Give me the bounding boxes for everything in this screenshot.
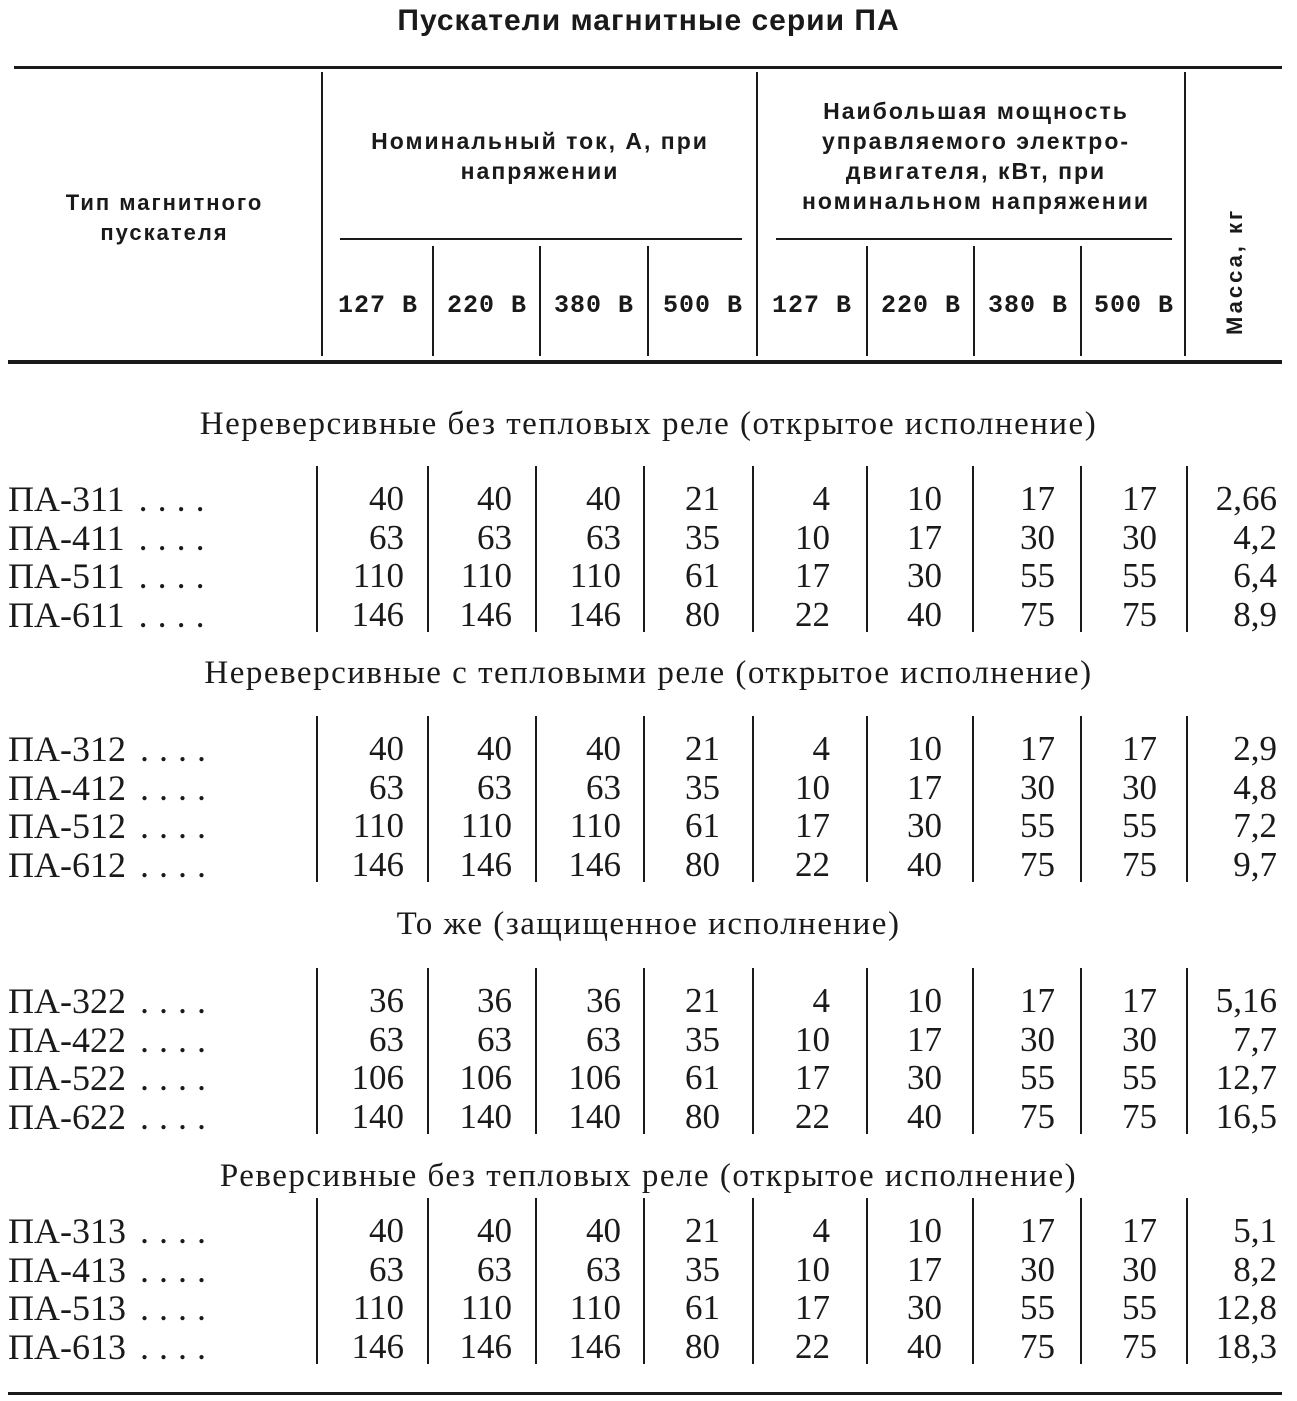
value-cell: 110	[569, 806, 621, 845]
type-label: ПА-512	[8, 806, 126, 846]
value-cell: 40	[369, 479, 404, 518]
value-cell: 75	[1122, 594, 1157, 634]
value-cell: 17	[795, 1288, 830, 1327]
row-type	[8, 1251, 216, 1289]
leader-dots: ....	[138, 517, 215, 558]
row-type	[8, 1212, 216, 1250]
value-cell: 63	[369, 517, 404, 557]
value-cell: 55	[1122, 1288, 1157, 1327]
row-type	[8, 1289, 216, 1327]
value-cell: 17	[1122, 981, 1157, 1020]
row-type	[8, 730, 216, 768]
mass-cell: 9,7	[1233, 844, 1277, 884]
value-cell: 40	[477, 479, 512, 518]
value-cell: 30	[1020, 517, 1055, 557]
mass-cell: 7,2	[1233, 806, 1277, 845]
value-cell: 10	[907, 479, 942, 518]
header-voltage: 220 В	[880, 291, 961, 320]
row-type	[8, 1098, 216, 1136]
value-cell: 4	[812, 1211, 830, 1250]
leader-dots: ....	[138, 479, 215, 519]
mass-cell: 18,3	[1215, 1326, 1277, 1366]
value-cell: 40	[907, 1326, 942, 1366]
header-type-column: Тип магнитного пускателя	[65, 190, 264, 245]
leader-dots: ....	[139, 1096, 216, 1137]
value-cell: 63	[477, 1249, 512, 1289]
row-type	[8, 846, 216, 884]
type-label: ПА-613	[8, 1326, 126, 1367]
mass-cell: 8,9	[1233, 594, 1277, 634]
value-cell: 17	[795, 1058, 830, 1097]
header-divider	[1080, 246, 1082, 356]
value-cell: 40	[369, 729, 404, 768]
leader-dots: ....	[139, 1019, 216, 1060]
leader-dots: ....	[139, 767, 216, 808]
current-group-rule	[340, 238, 742, 240]
header-voltage: 500 В	[662, 291, 743, 320]
value-cell: 146	[351, 844, 404, 884]
value-cell: 75	[1020, 844, 1055, 884]
value-cell: 63	[477, 1019, 512, 1059]
value-cell: 30	[907, 1058, 942, 1097]
value-cell: 55	[1020, 1288, 1055, 1327]
mass-cell: 2,66	[1215, 479, 1277, 518]
value-cell: 63	[477, 767, 512, 807]
value-cell: 30	[1020, 767, 1055, 807]
value-cell: 110	[569, 1288, 621, 1327]
value-cell: 17	[1122, 729, 1157, 768]
header-voltage: 220 В	[446, 291, 527, 320]
value-cell: 110	[352, 556, 404, 595]
value-cell: 30	[1122, 767, 1157, 807]
type-label: ПА-312	[8, 729, 126, 769]
value-cell: 40	[586, 729, 621, 768]
value-cell: 10	[795, 767, 830, 807]
value-cell: 10	[795, 1019, 830, 1059]
value-cell: 30	[1122, 1019, 1157, 1059]
mass-cell: 12,8	[1215, 1288, 1277, 1327]
value-cell: 10	[907, 1211, 942, 1250]
value-cell: 75	[1020, 1326, 1055, 1366]
page-title: Пускатели магнитные серии ПА	[397, 4, 900, 37]
header-mass: Масса, кг	[1222, 207, 1247, 335]
row-type	[8, 596, 215, 634]
value-cell: 35	[685, 1019, 720, 1059]
value-cell: 40	[907, 844, 942, 884]
leader-dots: ....	[138, 594, 215, 635]
leader-dots: ....	[139, 844, 216, 885]
header-current-group: Номинальный ток, А, при напряжении	[371, 128, 709, 184]
mass-cell: 4,2	[1233, 517, 1277, 557]
value-cell: 61	[685, 1058, 720, 1097]
value-cell: 80	[685, 1326, 720, 1366]
row-type	[8, 1328, 216, 1366]
value-cell: 75	[1122, 844, 1157, 884]
section-title: Реверсивные без тепловых реле (открытое исполнение)	[219, 1158, 1078, 1194]
row-type	[8, 557, 215, 595]
value-cell: 146	[568, 1326, 621, 1366]
value-cell: 17	[907, 1019, 942, 1059]
value-cell: 17	[907, 517, 942, 557]
value-cell: 63	[586, 767, 621, 807]
value-cell: 21	[685, 729, 720, 768]
section-title: Нереверсивные с тепловыми реле (открытое исполнение)	[204, 655, 1093, 691]
value-cell: 110	[352, 1288, 404, 1327]
value-cell: 22	[795, 594, 830, 634]
leader-dots: ....	[139, 1288, 216, 1328]
value-cell: 80	[685, 844, 720, 884]
value-cell: 30	[1020, 1249, 1055, 1289]
type-label: ПА-422	[8, 1019, 126, 1060]
value-cell: 80	[685, 594, 720, 634]
value-cell: 106	[459, 1058, 512, 1097]
value-cell: 63	[586, 1249, 621, 1289]
value-cell: 61	[685, 806, 720, 845]
bottom-rule	[8, 1392, 1282, 1395]
value-cell: 10	[795, 517, 830, 557]
row-type	[8, 982, 216, 1020]
top-rule	[14, 66, 1282, 69]
value-cell: 36	[477, 981, 512, 1020]
value-cell: 22	[795, 844, 830, 884]
value-cell: 55	[1020, 806, 1055, 845]
value-cell: 40	[907, 594, 942, 634]
mass-cell: 7,7	[1233, 1019, 1277, 1059]
value-cell: 146	[459, 1326, 512, 1366]
power-group-rule	[776, 238, 1172, 240]
header-voltage: 127 В	[337, 291, 418, 320]
value-cell: 21	[685, 981, 720, 1020]
value-cell: 40	[369, 1211, 404, 1250]
leader-dots: ....	[139, 1326, 216, 1367]
value-cell: 63	[586, 1019, 621, 1059]
value-cell: 63	[369, 767, 404, 807]
value-cell: 140	[568, 1096, 621, 1136]
section-title: То же (защищенное исполнение)	[396, 906, 901, 942]
value-cell: 63	[369, 1249, 404, 1289]
value-cell: 140	[351, 1096, 404, 1136]
value-cell: 35	[685, 517, 720, 557]
value-cell: 30	[907, 556, 942, 595]
row-type	[8, 807, 216, 845]
value-cell: 10	[795, 1249, 830, 1289]
value-cell: 146	[459, 594, 512, 634]
row-type	[8, 1021, 216, 1059]
value-cell: 22	[795, 1096, 830, 1136]
value-cell: 30	[1122, 517, 1157, 557]
type-label: ПА-313	[8, 1211, 126, 1251]
value-cell: 17	[1122, 1211, 1157, 1250]
header-divider	[647, 246, 649, 356]
type-label: ПА-622	[8, 1096, 126, 1137]
section-title: Нереверсивные без тепловых реле (открытое исполнение)	[199, 406, 1098, 442]
value-cell: 146	[459, 844, 512, 884]
mass-cell: 5,16	[1215, 981, 1277, 1020]
value-cell: 17	[795, 806, 830, 845]
row-type	[8, 1059, 216, 1097]
value-cell: 17	[907, 767, 942, 807]
leader-dots: ....	[139, 1211, 216, 1251]
row-type	[8, 519, 215, 557]
header-voltage: 380 В	[987, 291, 1068, 320]
mass-cell: 16,5	[1215, 1096, 1277, 1136]
value-cell: 21	[685, 1211, 720, 1250]
leader-dots: ....	[139, 1058, 216, 1098]
type-label: ПА-411	[8, 517, 125, 558]
value-cell: 17	[795, 556, 830, 595]
value-cell: 146	[351, 594, 404, 634]
value-cell: 55	[1020, 1058, 1055, 1097]
value-cell: 40	[477, 729, 512, 768]
value-cell: 75	[1122, 1096, 1157, 1136]
value-cell: 106	[351, 1058, 404, 1097]
value-cell: 110	[460, 1288, 512, 1327]
mass-cell: 5,1	[1233, 1211, 1277, 1250]
value-cell: 21	[685, 479, 720, 518]
value-cell: 55	[1122, 806, 1157, 845]
value-cell: 63	[586, 517, 621, 557]
value-cell: 146	[568, 844, 621, 884]
value-cell: 4	[812, 981, 830, 1020]
value-cell: 40	[586, 479, 621, 518]
value-cell: 10	[907, 981, 942, 1020]
value-cell: 35	[685, 767, 720, 807]
row-type	[8, 769, 216, 807]
value-cell: 110	[460, 556, 512, 595]
header-bottom-rule	[8, 360, 1282, 364]
value-cell: 30	[1122, 1249, 1157, 1289]
value-cell: 17	[1020, 1211, 1055, 1250]
value-cell: 61	[685, 556, 720, 595]
value-cell: 146	[351, 1326, 404, 1366]
value-cell: 40	[907, 1096, 942, 1136]
mass-cell: 8,2	[1233, 1249, 1277, 1289]
value-cell: 30	[907, 806, 942, 845]
value-cell: 146	[568, 594, 621, 634]
header-voltage: 380 В	[553, 291, 634, 320]
header-divider	[432, 246, 434, 356]
value-cell: 30	[907, 1288, 942, 1327]
value-cell: 110	[460, 806, 512, 845]
type-label: ПА-612	[8, 844, 126, 885]
value-cell: 4	[812, 729, 830, 768]
mass-cell: 4,8	[1233, 767, 1277, 807]
value-cell: 75	[1122, 1326, 1157, 1366]
value-cell: 63	[369, 1019, 404, 1059]
mass-cell: 2,9	[1233, 729, 1277, 768]
value-cell: 80	[685, 1096, 720, 1136]
value-cell: 17	[1020, 981, 1055, 1020]
type-label: ПА-522	[8, 1058, 126, 1098]
leader-dots: ....	[139, 729, 216, 769]
value-cell: 75	[1020, 1096, 1055, 1136]
value-cell: 30	[1020, 1019, 1055, 1059]
value-cell: 4	[812, 479, 830, 518]
value-cell: 110	[352, 806, 404, 845]
value-cell: 10	[907, 729, 942, 768]
value-cell: 55	[1020, 556, 1055, 595]
mass-cell: 6,4	[1233, 556, 1277, 595]
type-label: ПА-412	[8, 767, 126, 808]
row-type	[8, 480, 215, 518]
type-label: ПА-311	[8, 479, 125, 519]
value-cell: 140	[459, 1096, 512, 1136]
header-voltage: 127 В	[771, 291, 852, 320]
header-divider	[321, 72, 323, 356]
header-divider	[756, 72, 758, 356]
type-label: ПА-322	[8, 981, 126, 1021]
type-label: ПА-513	[8, 1288, 126, 1328]
value-cell: 17	[907, 1249, 942, 1289]
value-cell: 17	[1122, 479, 1157, 518]
value-cell: 36	[369, 981, 404, 1020]
value-cell: 17	[1020, 729, 1055, 768]
value-cell: 106	[568, 1058, 621, 1097]
leader-dots: ....	[139, 806, 216, 846]
header-divider	[539, 246, 541, 356]
value-cell: 36	[586, 981, 621, 1020]
type-label: ПА-511	[8, 556, 125, 596]
value-cell: 55	[1122, 556, 1157, 595]
value-cell: 35	[685, 1249, 720, 1289]
value-cell: 75	[1020, 594, 1055, 634]
value-cell: 17	[1020, 479, 1055, 518]
header-divider	[973, 246, 975, 356]
type-label: ПА-413	[8, 1249, 126, 1290]
value-cell: 110	[569, 556, 621, 595]
header-power-group: Наибольшая мощность управляемого электро- двигателя, кВт, при номинальном напряжении	[802, 98, 1150, 214]
value-cell: 63	[477, 517, 512, 557]
header-voltage: 500 В	[1093, 291, 1174, 320]
leader-dots: ....	[139, 1249, 216, 1290]
type-label: ПА-611	[8, 594, 125, 635]
header-divider	[866, 246, 868, 356]
value-cell: 55	[1122, 1058, 1157, 1097]
value-cell: 40	[477, 1211, 512, 1250]
value-cell: 22	[795, 1326, 830, 1366]
leader-dots: ....	[138, 556, 215, 596]
mass-cell: 12,7	[1215, 1058, 1277, 1097]
leader-dots: ....	[139, 981, 216, 1021]
value-cell: 40	[586, 1211, 621, 1250]
value-cell: 61	[685, 1288, 720, 1327]
